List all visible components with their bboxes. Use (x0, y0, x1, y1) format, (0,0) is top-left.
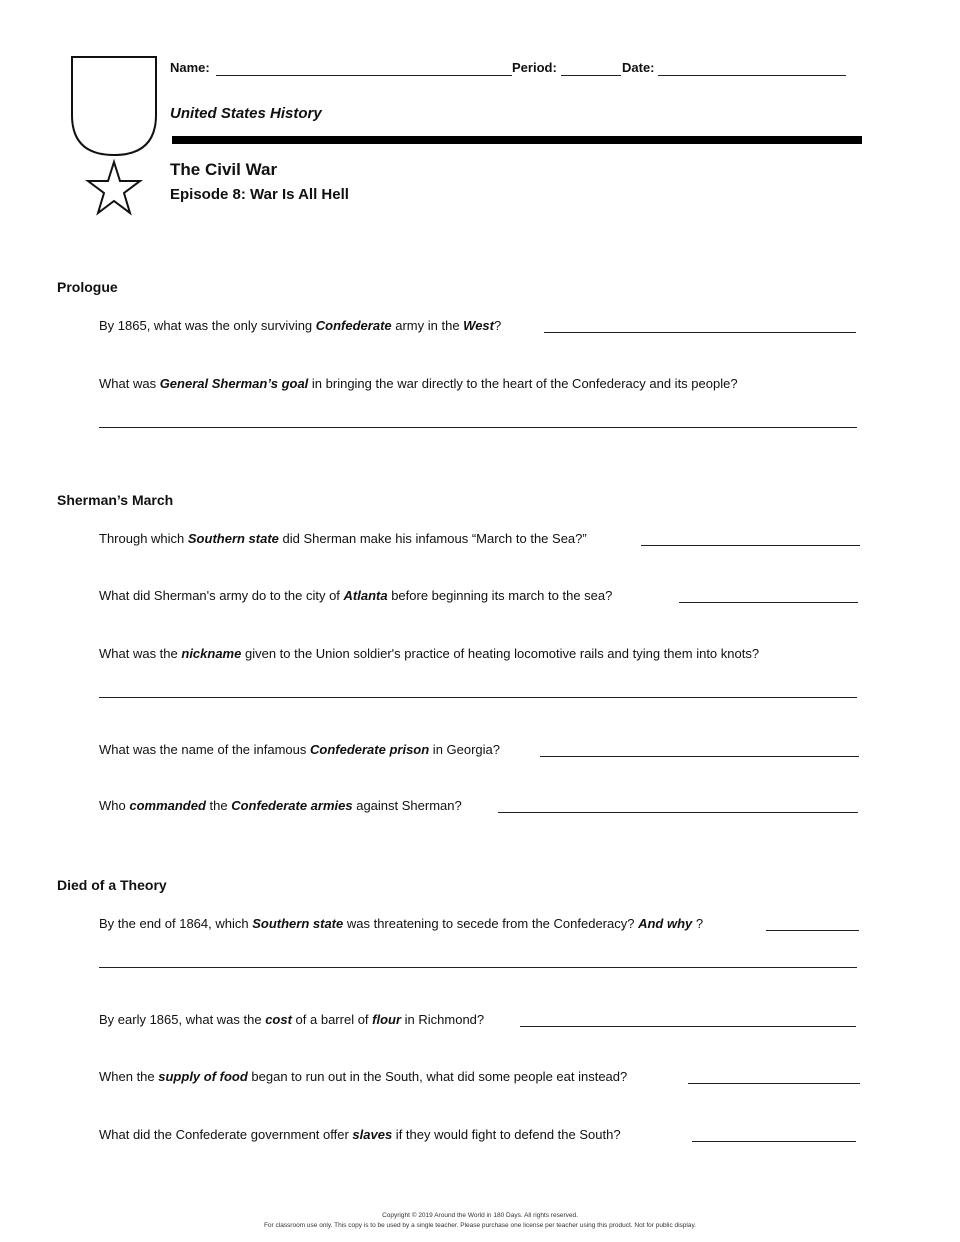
question-text-part: of a barrel of (291, 1012, 373, 1027)
date-label: Date: (622, 60, 655, 75)
question-text-part: was threatening to secede from the Confederacy? (343, 916, 639, 931)
shield-icon (72, 57, 156, 155)
question-emphasis: supply of food (158, 1069, 248, 1084)
question-text-part: if they would fight to defend the South? (392, 1127, 621, 1142)
question-text-part: in Georgia? (429, 742, 501, 757)
question-text-part: the (205, 798, 232, 813)
question-text (99, 588, 612, 603)
question-text-part: began to run out in the South, what did some people eat instead? (247, 1069, 628, 1084)
answer-line-4[interactable] (679, 602, 858, 603)
episode-title: Episode 8: War Is All Hell (170, 186, 349, 203)
question-text-part: What was the (99, 646, 182, 661)
question-emphasis: West (463, 318, 494, 333)
question-text (99, 646, 759, 661)
question-text (99, 531, 587, 546)
question-emphasis: Confederate armies (231, 798, 353, 813)
question-text-part: When the (99, 1069, 159, 1084)
answer-line-7[interactable] (498, 812, 858, 813)
period-label: Period: (512, 60, 557, 75)
date-field[interactable] (658, 75, 846, 76)
question-text (99, 1127, 621, 1142)
question-emphasis: And why (638, 916, 693, 931)
answer-line-10[interactable] (688, 1083, 860, 1084)
question-text-part: in bringing the war directly to the heart of the Confederacy and its people? (308, 376, 738, 391)
question-text-part: did Sherman make his infamous “March to the Sea?” (278, 531, 587, 546)
question-emphasis: cost (265, 1012, 292, 1027)
star-icon (88, 162, 140, 213)
answer-line-8a[interactable] (766, 930, 859, 931)
course-title: United States History (170, 105, 322, 122)
section-shermans-march: Sherman’s March (57, 492, 174, 508)
answer-line-8b[interactable] (99, 967, 857, 968)
question-text (99, 376, 738, 391)
question-emphasis: commanded (129, 798, 206, 813)
question-emphasis: nickname (181, 646, 242, 661)
question-text-part: given to the Union soldier's practice of heating locomotive rails and tying them into knots? (241, 646, 760, 661)
question-text-part: What did the Confederate government offer (99, 1127, 353, 1142)
question-emphasis: Atlanta (343, 588, 388, 603)
answer-line-9[interactable] (520, 1026, 856, 1027)
question-text-part: What was the name of the infamous (99, 742, 310, 757)
unit-title: The Civil War (170, 160, 278, 179)
shield-star-logo (70, 55, 160, 220)
question-emphasis: flour (372, 1012, 402, 1027)
question-text-part: Who (99, 798, 130, 813)
answer-line-1[interactable] (544, 332, 856, 333)
answer-line-2[interactable] (99, 427, 857, 428)
question-text-part: By early 1865, what was the (99, 1012, 266, 1027)
answer-line-11[interactable] (692, 1141, 856, 1142)
question-text-part: By 1865, what was the only surviving (99, 318, 316, 333)
footer-notice: For classroom use only. This copy is to be used by a single teacher. Please purchase one license per teacher using this product. Not for public display. (263, 1222, 697, 1229)
question-text (99, 1012, 484, 1027)
section-prologue: Prologue (57, 279, 118, 295)
footer-copyright: Copyright © 2019 Around the World in 180 Days. All rights reserved. (382, 1212, 578, 1219)
question-text (99, 318, 501, 333)
question-text-part: What did Sherman's army do to the city of (99, 588, 344, 603)
question-text (99, 742, 500, 757)
question-text-part: before beginning its march to the sea? (387, 588, 613, 603)
question-emphasis: Southern state (252, 916, 344, 931)
question-emphasis: Confederate prison (310, 742, 430, 757)
question-text-part: By the end of 1864, which (99, 916, 253, 931)
question-emphasis: General Sherman’s goal (159, 376, 309, 391)
question-text-part: What was (99, 376, 160, 391)
section-died-of-a-theory: Died of a Theory (57, 877, 167, 893)
question-text-part: ? (494, 318, 502, 333)
name-label: Name: (170, 60, 210, 75)
answer-line-3[interactable] (641, 545, 860, 546)
question-emphasis: Southern state (187, 531, 279, 546)
answer-line-6[interactable] (540, 756, 859, 757)
answer-line-5[interactable] (99, 697, 857, 698)
header-divider (172, 136, 862, 144)
question-text (99, 916, 703, 931)
question-emphasis: slaves (352, 1127, 393, 1142)
question-text (99, 1069, 627, 1084)
question-emphasis: Confederate (315, 318, 392, 333)
question-text-part: against Sherman? (352, 798, 462, 813)
question-text-part: army in the (391, 318, 464, 333)
question-text-part: ? (692, 916, 704, 931)
period-field[interactable] (561, 75, 621, 76)
question-text (99, 798, 462, 813)
name-field[interactable] (216, 75, 512, 76)
question-text-part: Through which (99, 531, 188, 546)
question-text-part: in Richmond? (401, 1012, 485, 1027)
